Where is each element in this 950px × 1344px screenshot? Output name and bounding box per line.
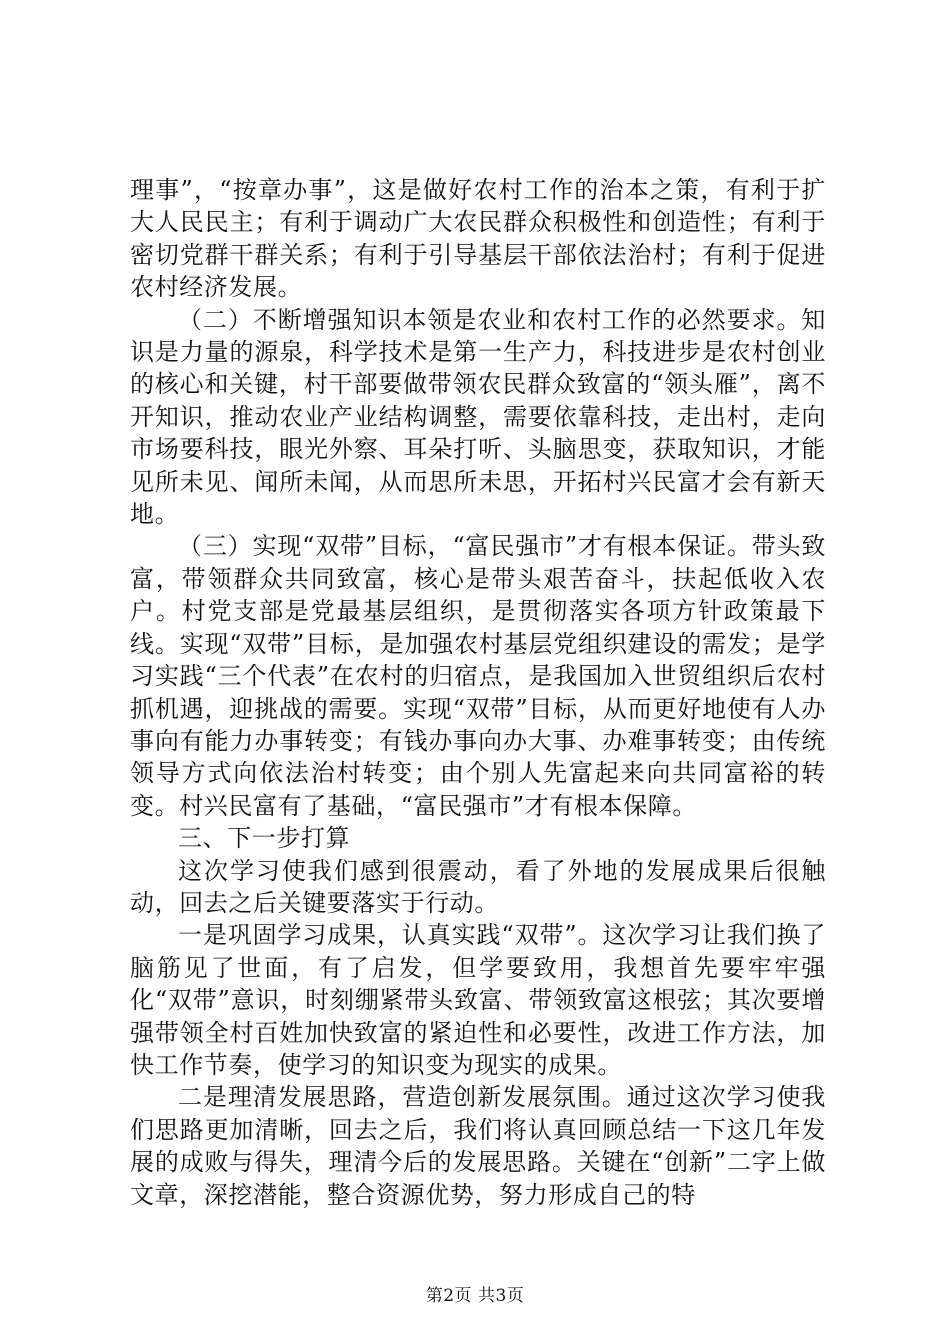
document-body: [130, 174, 826, 1211]
paragraph-2: （二）不断增强知识本领是农业和农村工作的必然要求。知识是力量的源泉，科学技术是第一生产力，科技进步是农村创业的核心和关键，村干部要做带领农民群众致富的“领头雁”，离不开知识，推动农业产业结构调整，需要依靠科技，走出村，走向市场要科技，眼光外察、耳朵打听、头脑思变，获取知识，才能见所未见、闻所未闻，从而思所未思，开拓村兴民富才会有新天地。: [130, 305, 826, 529]
paragraph-6: 二是理清发展思路，营造创新发展氛围。通过这次学习使我们思路更加清晰，回去之后，我们将认真回顾总结一下这几年发展的成败与得失，理清今后的发展思路。关键在“创新”二字上做文章，深挖潜能，整合资源优势，努力形成自己的特: [130, 1083, 826, 1209]
section-heading: 三、下一步打算: [178, 824, 351, 853]
paragraph-5: 一是巩固学习成果，认真实践“双带”。这次学习让我们换了脑筋见了世面，有了启发，但学要致用，我想首先要牢牢强化“双带”意识，时刻绷紧带头致富、带领致富这根弦；其次要增强带领全村百姓加快致富的紧迫性和必要性，改进工作方法，加快工作节奏，使学习的知识变为现实的成果。: [130, 921, 826, 1079]
paragraph-4: 这次学习使我们感到很震动，看了外地的发展成果后很触动，回去之后关键要落实于行动。: [130, 856, 826, 917]
paragraph-1: 理事”，“按章办事”，这是做好农村工作的治本之策，有利于扩大人民民主；有利于调动广大农民群众积极性和创造性；有利于密切党群干群关系；有利于引导基层干部依法治村；有利于促进农村经济发展。: [130, 176, 826, 302]
page-number-footer: 第2页 共3页: [425, 1286, 525, 1306]
paragraph-3: （三）实现“双带”目标，“富民强市”才有根本保证。带头致富，带领群众共同致富，核心是带头艰苦奋斗，扶起低收入农户。村党支部是党最基层组织，是贯彻落实各项方针政策最下线。实现“双带”目标，是加强农村基层党组织建设的需发；是学习实践“三个代表”在农村的归宿点，是我国加入世贸组织后农村抓机遇，迎挑战的需要。实现“双带”目标，从而更好地使有人办事向有能力办事转变；有钱办事向办大事、办难事转变；由传统领导方式向依法治村转变；由个别人先富起来向共同富裕的转变。村兴民富有了基础，“富民强市”才有根本保障。: [130, 532, 826, 820]
